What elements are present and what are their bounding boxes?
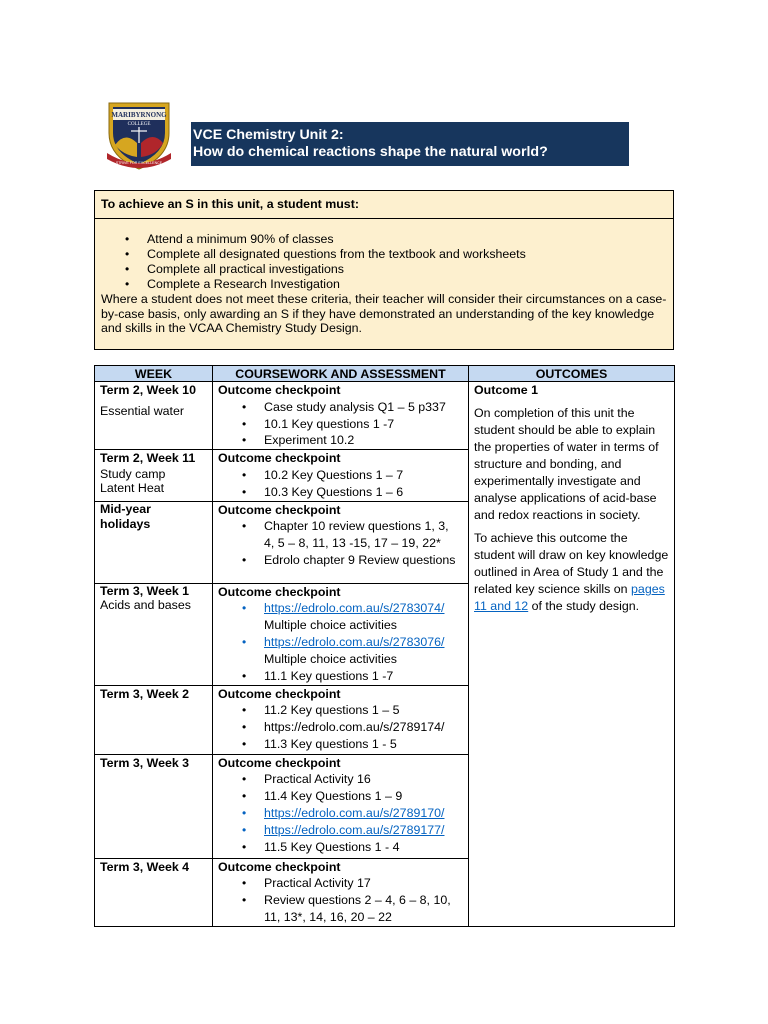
requirements-note: Where a student does not meet these criteria, their teacher will consider their circumstances on a case-by-case basis, only awarding an S if they have demonstrated an understanding of the key knowledge and skills in the VCAA Chemistry Study Design. [101,292,667,336]
week-label: Term 3, Week 3 [100,755,190,770]
coursework-cell [213,858,469,926]
coursework-item: • Case study analysis Q1 – 5 p337 [218,399,468,416]
outcomes-column-header: OUTCOMES [469,366,675,382]
course-plan-table [94,365,675,927]
coursework-item: • 11.5 Key Questions 1 - 4 [218,839,468,856]
week-cell [95,858,213,926]
coursework-item: • Experiment 10.2 [218,432,468,449]
checkpoint-title: Outcome checkpoint [218,451,341,466]
coursework-item: • Chapter 10 review questions 1, 3, 4, 5 – 8, 11, 13 -15, 17 – 19, 22* [218,518,468,552]
outcome-description: On completion of this unit the student should be able to explain the properties of water in terms of structure and bonding, and experimentally investigate and analyse applications of acid-base and redox reactions in society. [474,406,659,522]
edrolo-link[interactable]: • https://edrolo.com.au/s/2783076/ [218,634,468,651]
week-cell [95,382,213,450]
week-label: Term 3, Week 2 [100,686,190,701]
unit-title [191,122,629,166]
requirements-list [95,232,673,292]
coursework-item: • 11.4 Key Questions 1 – 9 [218,788,468,805]
coursework-item: • 11.2 Key questions 1 – 5 [218,702,468,719]
coursework-item: Multiple choice activities [264,618,397,633]
coursework-item: • Practical Activity 17 [218,875,468,892]
coursework-item: • Edrolo chapter 9 Review questions [218,552,468,569]
coursework-item: • 11.1 Key questions 1 -7 [218,668,468,685]
coursework-item: • 10.2 Key Questions 1 – 7 [218,467,468,484]
coursework-cell [213,450,469,501]
week-topic: Acids and bases [100,597,191,612]
week-cell [95,450,213,501]
unit-title-line2: How do chemical reactions shape the natural world? [193,144,548,160]
coursework-item: Multiple choice activities [264,651,397,666]
week-topic: Latent Heat [100,480,165,495]
coursework-column-header: COURSEWORK AND ASSESSMENT [213,366,469,382]
week-label: Term 3, Week 4 [100,859,190,874]
week-topic: Essential water [100,403,185,418]
week-label: Term 2, Week 10 [100,383,196,397]
coursework-item: • 10.3 Key Questions 1 – 6 [218,484,468,501]
edrolo-link[interactable]: • https://edrolo.com.au/s/2783074/ [218,600,468,617]
coursework-item: • Practical Activity 16 [218,771,468,788]
week-label: Term 2, Week 11 [100,451,196,466]
coursework-item: • 11.3 Key questions 1 - 5 [218,736,468,753]
study-design-pages-link[interactable]: pages 11 and 12 [474,582,665,613]
requirement-item: • Attend a minimum 90% of classes [95,232,673,247]
checkpoint-title: Outcome checkpoint [218,686,341,701]
week-label: Mid-year holidays [100,501,151,531]
checkpoint-title: Outcome checkpoint [218,584,341,599]
checkpoint-title: Outcome checkpoint [218,383,341,397]
table-row [95,382,675,450]
coursework-item: • https://edrolo.com.au/s/2789174/ [218,719,468,736]
outcome-title: Outcome 1 [474,383,539,397]
requirements-heading: To achieve an S in this unit, a student must: [95,191,673,219]
outcome-cell [469,382,675,927]
coursework-cell [213,685,469,754]
checkpoint-title: Outcome checkpoint [218,755,341,770]
college-logo [101,97,177,173]
svg-text:STRIVE FOR EXCELLENCE: STRIVE FOR EXCELLENCE [115,161,163,165]
coursework-item: • Review questions 2 – 4, 6 – 8, 10, 11, 13*, 14, 16, 20 – 22 [218,892,468,926]
outcome-text: of the study design. [528,599,640,613]
week-topic: Study camp [100,466,166,481]
unit-title-line1: VCE Chemistry Unit 2: [193,127,344,143]
week-cell [95,501,213,583]
coursework-cell [213,382,469,450]
outcome-requirements [474,530,674,615]
checkpoint-title: Outcome checkpoint [218,859,341,874]
requirement-item: • Complete all practical investigations [95,262,673,277]
requirement-item: • Complete all designated questions from the textbook and worksheets [95,247,673,262]
edrolo-link[interactable]: • https://edrolo.com.au/s/2789170/ [218,805,468,822]
coursework-item: • 10.1 Key questions 1 -7 [218,416,468,433]
outcome-text: To achieve this outcome the student will draw on key knowledge outlined in Area of Study 1 and the related key science skills on [474,531,669,596]
coursework-cell [213,754,469,858]
checkpoint-title: Outcome checkpoint [218,502,341,517]
requirements-box [94,190,674,350]
requirement-item: • Complete a Research Investigation [95,277,673,292]
week-label: Term 3, Week 1 [100,583,190,598]
coursework-cell [213,501,469,583]
week-cell [95,685,213,754]
edrolo-link[interactable]: • https://edrolo.com.au/s/2789177/ [218,822,468,839]
svg-text:MARIBYRNONG: MARIBYRNONG [111,111,167,119]
week-column-header: WEEK [95,366,213,382]
coursework-cell [213,583,469,685]
week-cell [95,583,213,685]
svg-text:COLLEGE: COLLEGE [127,122,151,127]
table-header-row [95,366,675,382]
week-cell [95,754,213,858]
